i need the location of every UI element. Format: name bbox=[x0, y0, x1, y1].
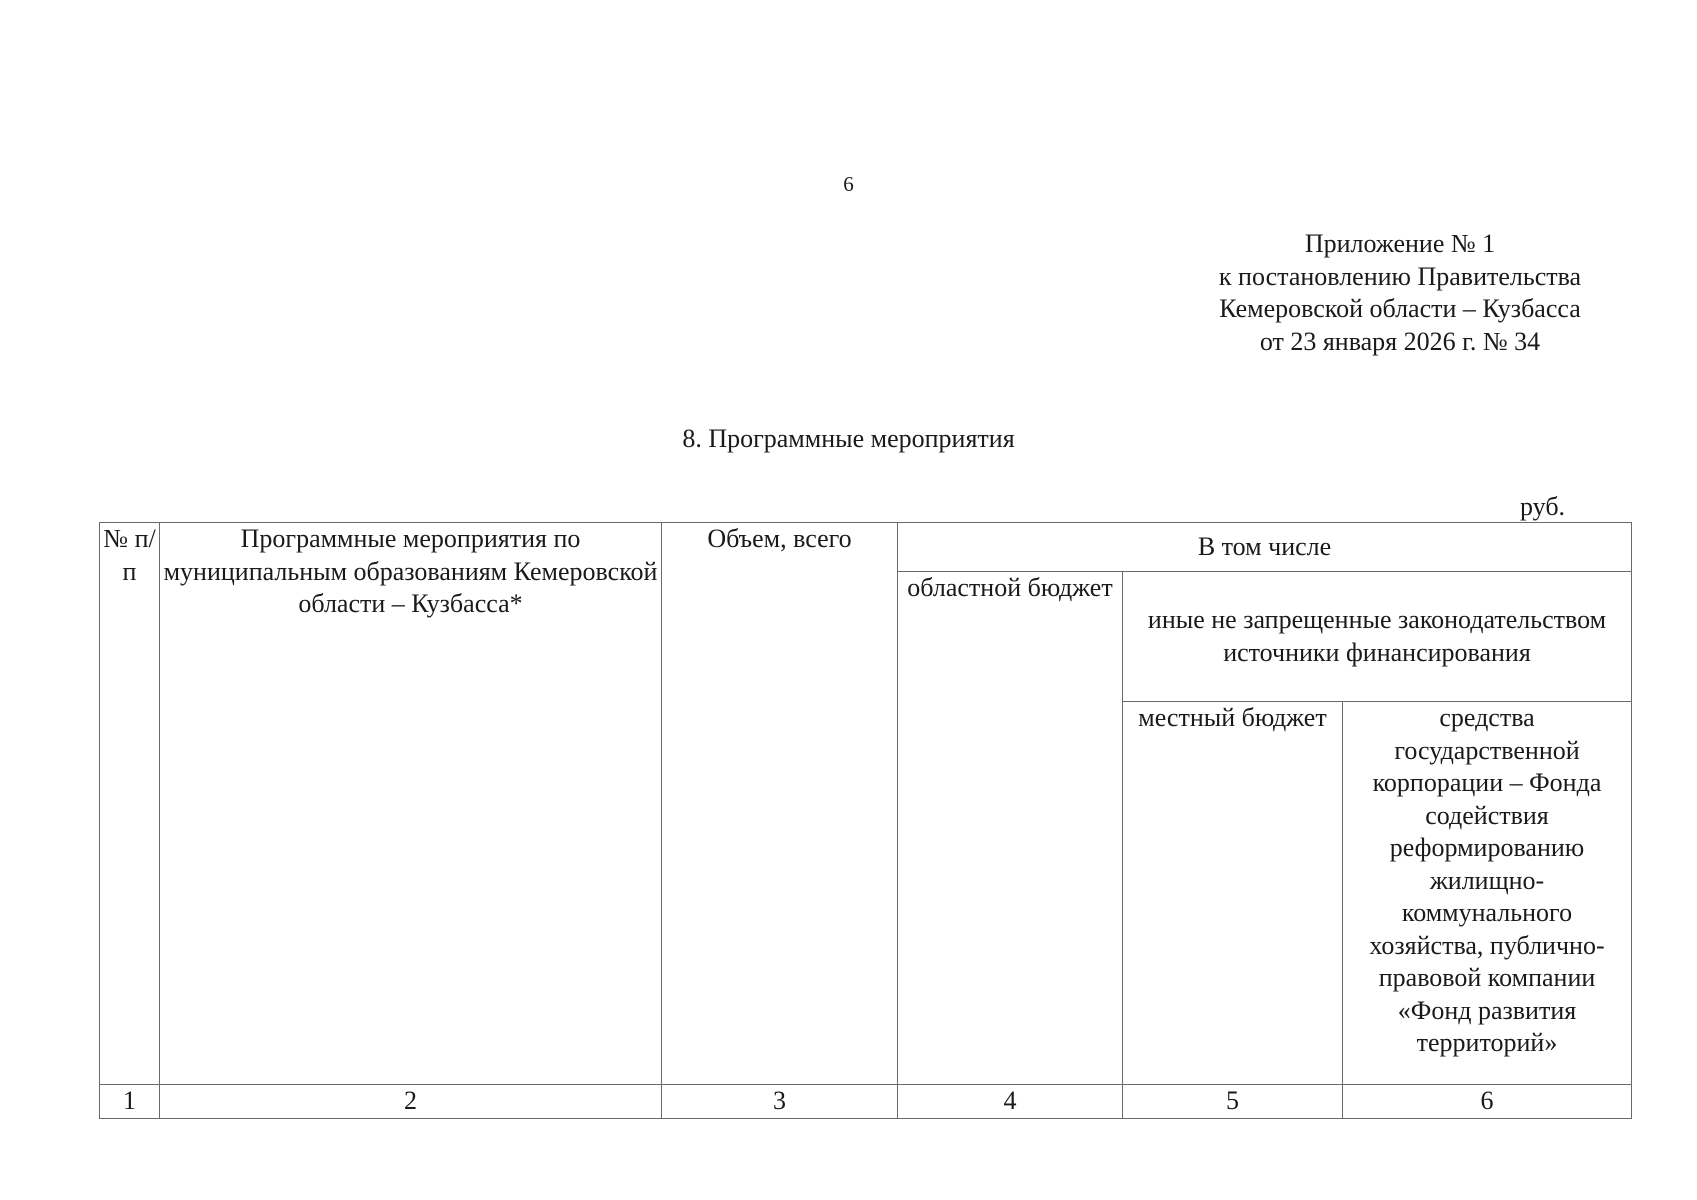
header-number-label: № п/п bbox=[103, 524, 156, 586]
column-number-cell: 4 bbox=[898, 1085, 1123, 1119]
header-cell-other-sources bbox=[1123, 572, 1632, 702]
appendix-line-decree: к постановлению Правительства bbox=[1218, 261, 1582, 291]
header-cell-including bbox=[898, 523, 1632, 572]
header-cell-local-budget bbox=[1123, 702, 1343, 1085]
column-number-cell: 5 bbox=[1123, 1085, 1343, 1119]
appendix-line-date: от 23 января 2026 г. № 34 bbox=[1259, 326, 1541, 356]
header-cell-volume bbox=[662, 523, 898, 1085]
header-including-label: В том числе bbox=[1197, 531, 1332, 561]
header-cell-regional-budget bbox=[898, 572, 1123, 1085]
column-numbers-row bbox=[100, 1085, 1632, 1119]
header-fund-label: средства государственной корпорации – Фонда содействия реформированию жилищно-коммунального хозяйства, публично-правовой компании «Фонд развития территорий» bbox=[1369, 703, 1605, 1057]
column-number-cell: 3 bbox=[662, 1085, 898, 1119]
column-number-cell: 2 bbox=[160, 1085, 662, 1119]
header-cell-activities bbox=[160, 523, 662, 1085]
appendix-header bbox=[1160, 228, 1640, 358]
appendix-line-region: Кемеровской области – Кузбасса bbox=[1219, 294, 1581, 323]
header-volume-label: Объем, всего bbox=[707, 524, 852, 553]
header-activities-label: Программные мероприятия по муниципальным образованиям Кемеровской области – Кузбасса* bbox=[163, 524, 658, 618]
header-regional-budget-label: областной бюджет bbox=[907, 573, 1113, 602]
page-number: 6 bbox=[843, 172, 854, 196]
units-label: руб. bbox=[1520, 492, 1566, 521]
header-cell-fund bbox=[1343, 702, 1632, 1085]
header-local-budget-label: местный бюджет bbox=[1138, 703, 1327, 732]
header-other-sources-label: иные не запрещенные законодательством источники финансирования bbox=[1147, 605, 1607, 667]
appendix-line-title: Приложение № 1 bbox=[1304, 229, 1496, 258]
section-title: 8. Программные мероприятия bbox=[682, 424, 1015, 453]
column-number-cell: 6 bbox=[1343, 1085, 1632, 1119]
program-activities-table bbox=[99, 522, 1632, 1119]
header-row bbox=[100, 523, 1632, 572]
column-number-cell: 1 bbox=[100, 1085, 160, 1119]
header-cell-number bbox=[100, 523, 160, 1085]
